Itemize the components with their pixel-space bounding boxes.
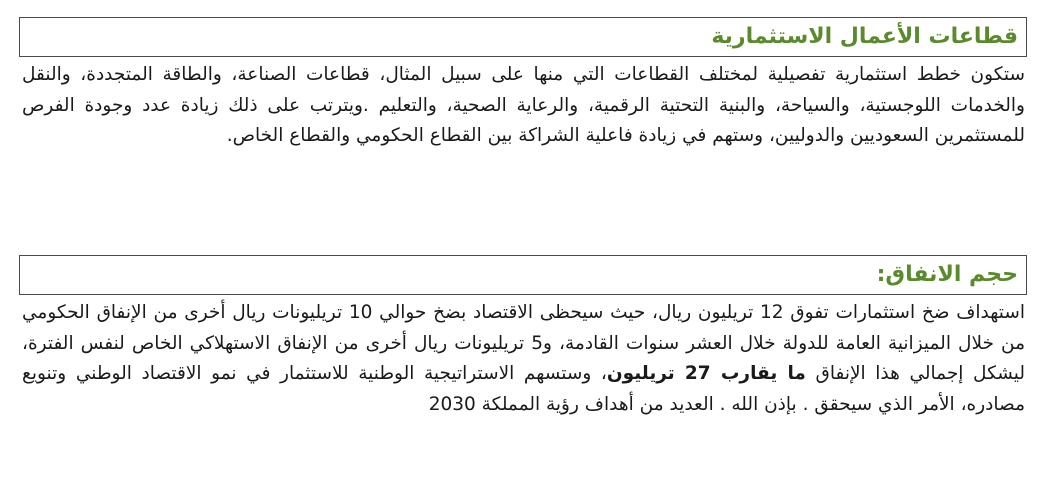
section-title-investment-sectors: قطاعات الأعمال الاستثمارية (711, 24, 1018, 49)
paragraph-spending-volume (22, 298, 1025, 420)
paragraph-spending-text-start: استهداف ضخ استثمارات تفوق 12 تريليون ريال، حيث سيحظى الاقتصاد بضخ حوالي 10 تريليونات ريال أخرى من الإنفاق الحكومي من خلال الميزانية العامة للدولة خلال العشر سنوات القادمة، و5 تريليونات ريال أخرى من الإنفاق الاستهلاكي الخاص لنفس الفترة، ليشكل إجمالي هذا الإنفاق (22, 302, 1026, 384)
section-title-spending-volume: حجم الانفاق: (876, 262, 1018, 287)
paragraph-spending-text-end: ، وستسهم الاستراتيجية الوطنية للاستثمار في نمو الاقتصاد الوطني وتنويع مصادره، الأمر الذي سيحقق . بإذن الله . العديد من أهداف رؤية المملكة 2030 (22, 363, 1025, 415)
paragraph-spending-highlight: ما يقارب 27 تريليون (606, 363, 806, 384)
section-header-spending-volume (19, 255, 1027, 295)
paragraph-investment-sectors: ستكون خطط استثمارية تفصيلية لمختلف القطاعات التي منها على سبيل المثال، قطاعات الصناعة، والطاقة المتجددة، والنقل والخدمات اللوجستية، والسياحة، والبنية التحتية الرقمية، والرعاية الصحية، والتعليم .ويترتب على ذلك زيادة عدد وجودة الفرص للمستثمرين السعوديين والدوليين، وستهم في زيادة فاعلية الشراكة بين القطاع الحكومي والقطاع الخاص. (22, 64, 1025, 146)
section-header-investment-sectors (19, 17, 1027, 57)
